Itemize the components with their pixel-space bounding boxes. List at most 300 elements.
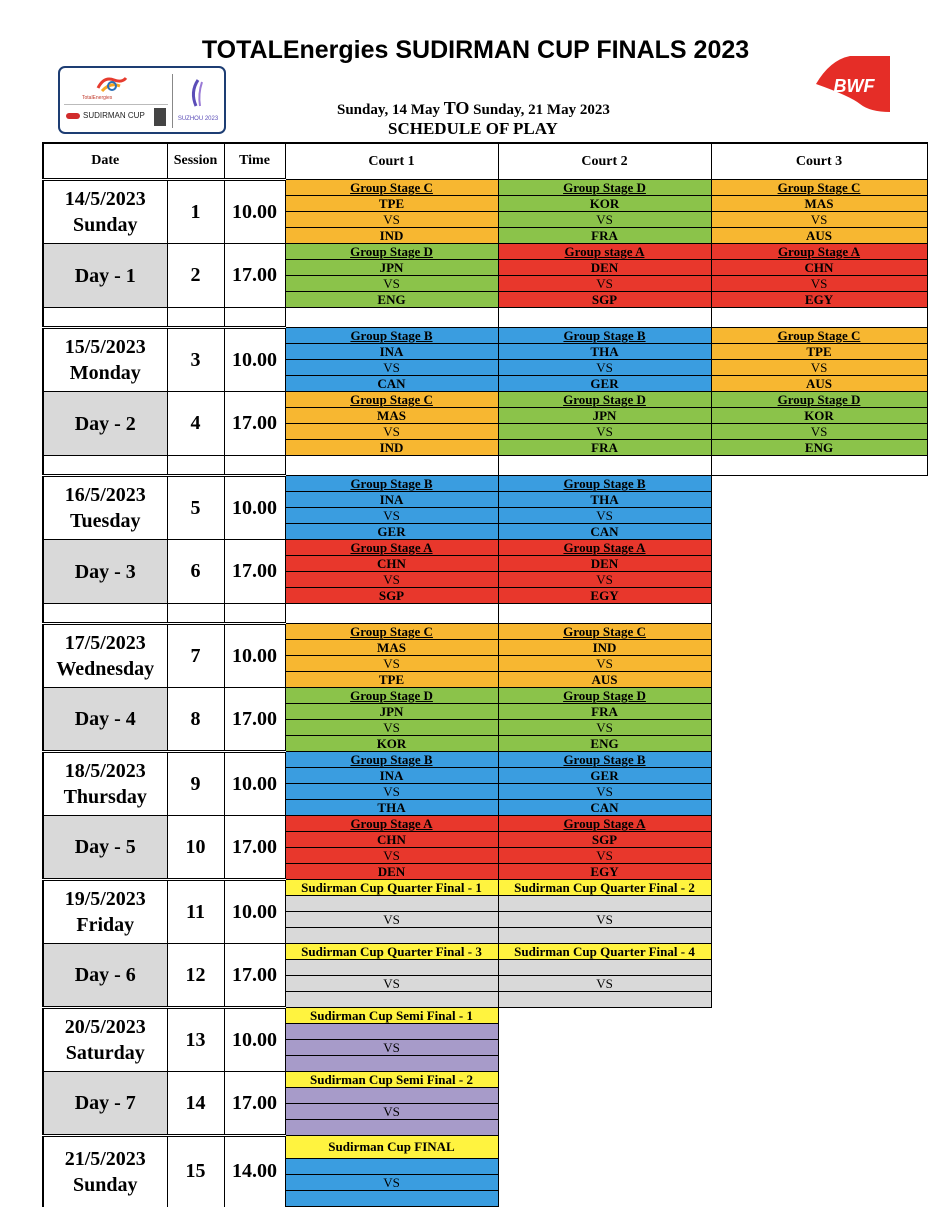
- table-row: [43, 392, 927, 408]
- court2-group-cell: Sudirman Cup Quarter Final - 4: [498, 944, 711, 960]
- spacer-cell: [43, 308, 167, 328]
- spacer-cell: [224, 456, 285, 476]
- court1-group-cell: Group Stage B: [285, 328, 498, 344]
- court3-group-cell: Group Stage A: [711, 244, 927, 260]
- empty-cell: [711, 1104, 927, 1120]
- day-label-cell: Day - 7: [43, 1072, 167, 1136]
- day-label-cell: Day - 6: [43, 944, 167, 1008]
- weekday-text: Sunday: [73, 1173, 138, 1196]
- table-row: [43, 328, 927, 344]
- court1-team2-cell: [285, 1191, 498, 1207]
- empty-cell: [711, 912, 927, 928]
- header-court1: Court 1: [285, 143, 498, 180]
- time-cell: 17.00: [224, 540, 285, 604]
- court2-team1-cell: SGP: [498, 832, 711, 848]
- table-row: [43, 816, 927, 832]
- court1-team1-cell: [285, 960, 498, 976]
- court3-vs-cell: VS: [711, 360, 927, 376]
- date-cell: [43, 476, 167, 540]
- header-court3: Court 3: [711, 143, 927, 180]
- court1-vs-cell: VS: [285, 276, 498, 292]
- spacer-cell: [498, 308, 711, 328]
- court1-team2-cell: ENG: [285, 292, 498, 308]
- court1-vs-cell: VS: [285, 976, 498, 992]
- court2-vs-cell: VS: [498, 212, 711, 228]
- court1-vs-cell: VS: [285, 656, 498, 672]
- spacer-cell: [43, 456, 167, 476]
- date-cell: [43, 752, 167, 816]
- session-cell: 14: [167, 1072, 224, 1136]
- court1-team2-cell: [285, 928, 498, 944]
- empty-cell: [498, 1159, 711, 1175]
- court2-team1-cell: [498, 960, 711, 976]
- empty-cell: [498, 1175, 711, 1191]
- table-row: [43, 624, 927, 640]
- court1-vs-cell: VS: [285, 912, 498, 928]
- court1-vs-cell: VS: [285, 848, 498, 864]
- court2-team2-cell: GER: [498, 376, 711, 392]
- court2-team2-cell: EGY: [498, 588, 711, 604]
- empty-cell: [711, 1120, 927, 1136]
- empty-cell: [498, 1072, 711, 1088]
- empty-cell: [711, 976, 927, 992]
- time-cell: 17.00: [224, 816, 285, 880]
- time-cell: 17.00: [224, 944, 285, 1008]
- date-cell: [43, 1136, 167, 1207]
- empty-cell: [711, 1136, 927, 1159]
- session-cell: 11: [167, 880, 224, 944]
- sudirman-cup-logo-text: SUDIRMAN CUP: [66, 111, 145, 120]
- date-text: 21/5/2023: [64, 1147, 146, 1170]
- date-text: 16/5/2023: [64, 484, 146, 506]
- empty-cell: [711, 640, 927, 656]
- spacer-cell: [711, 456, 927, 476]
- empty-cell: [711, 864, 927, 880]
- date-range-from: Sunday, 14 May: [337, 102, 440, 118]
- empty-cell: [711, 704, 927, 720]
- court2-team1-cell: DEN: [498, 556, 711, 572]
- court1-team2-cell: [285, 1056, 498, 1072]
- date-cell: [43, 180, 167, 244]
- empty-cell: [498, 1136, 711, 1159]
- empty-cell: [498, 1024, 711, 1040]
- time-cell: 10.00: [224, 328, 285, 392]
- court1-team2-cell: KOR: [285, 736, 498, 752]
- time-cell: 10.00: [224, 1008, 285, 1072]
- empty-cell: [711, 752, 927, 768]
- empty-cell: [711, 992, 927, 1008]
- table-row: [43, 1008, 927, 1024]
- weekday-text: Saturday: [65, 1042, 145, 1064]
- court1-vs-cell: VS: [285, 1040, 498, 1056]
- schedule-subtitle: SCHEDULE OF PLAY: [388, 119, 558, 138]
- date-text: 17/5/2023: [64, 632, 146, 654]
- court2-vs-cell: VS: [498, 912, 711, 928]
- empty-cell: [711, 848, 927, 864]
- empty-cell: [711, 524, 927, 540]
- time-cell: 17.00: [224, 1072, 285, 1136]
- court1-team1-cell: JPN: [285, 704, 498, 720]
- empty-cell: [711, 688, 927, 704]
- court3-group-cell: Group Stage C: [711, 328, 927, 344]
- court1-team1-cell: INA: [285, 492, 498, 508]
- spacer-cell: [711, 604, 927, 624]
- session-cell: 1: [167, 180, 224, 244]
- court2-group-cell: Group Stage D: [498, 180, 711, 196]
- court2-team1-cell: IND: [498, 640, 711, 656]
- date-cell: [43, 880, 167, 944]
- time-cell: 10.00: [224, 752, 285, 816]
- empty-cell: [498, 1088, 711, 1104]
- table-row: [43, 1136, 927, 1159]
- court1-team2-cell: IND: [285, 228, 498, 244]
- spacer-cell: [167, 604, 224, 624]
- court2-team2-cell: FRA: [498, 440, 711, 456]
- table-row: [43, 752, 927, 768]
- court1-team1-cell: [285, 1159, 498, 1175]
- date-text: 18/5/2023: [64, 760, 146, 782]
- empty-cell: [711, 1024, 927, 1040]
- empty-cell: [498, 1056, 711, 1072]
- court2-team1-cell: [498, 896, 711, 912]
- sudirman-cup-logo: [58, 66, 226, 134]
- spacer-cell: [167, 308, 224, 328]
- court1-vs-cell: VS: [285, 784, 498, 800]
- time-cell: 14.00: [224, 1136, 285, 1207]
- empty-cell: [711, 492, 927, 508]
- court1-group-cell: Sudirman Cup Semi Final - 2: [285, 1072, 498, 1088]
- spacer-cell: [224, 308, 285, 328]
- empty-cell: [711, 1191, 927, 1207]
- court1-team2-cell: [285, 992, 498, 1008]
- court2-group-cell: Group Stage B: [498, 328, 711, 344]
- time-cell: 10.00: [224, 180, 285, 244]
- court1-team1-cell: INA: [285, 344, 498, 360]
- time-cell: 10.00: [224, 880, 285, 944]
- court1-team2-cell: GER: [285, 524, 498, 540]
- empty-cell: [711, 736, 927, 752]
- court1-group-cell: Group Stage A: [285, 816, 498, 832]
- court1-vs-cell: VS: [285, 360, 498, 376]
- court1-team1-cell: [285, 1024, 498, 1040]
- court3-team2-cell: AUS: [711, 376, 927, 392]
- court1-team1-cell: TPE: [285, 196, 498, 212]
- empty-cell: [711, 556, 927, 572]
- spacer-cell: [711, 308, 927, 328]
- court2-team2-cell: FRA: [498, 228, 711, 244]
- empty-cell: [711, 624, 927, 640]
- court2-group-cell: Sudirman Cup Quarter Final - 2: [498, 880, 711, 896]
- date-range: [337, 98, 610, 119]
- crest-icon: [154, 108, 166, 126]
- court2-team2-cell: ENG: [498, 736, 711, 752]
- session-cell: 4: [167, 392, 224, 456]
- court1-group-cell: Group Stage B: [285, 752, 498, 768]
- court3-group-cell: Group Stage C: [711, 180, 927, 196]
- table-row: [43, 476, 927, 492]
- session-cell: 15: [167, 1136, 224, 1207]
- court2-team2-cell: CAN: [498, 524, 711, 540]
- totalenergies-logo-text: TotalEnergies: [82, 95, 113, 101]
- court1-team1-cell: CHN: [285, 556, 498, 572]
- table-row: [43, 944, 927, 960]
- court3-team2-cell: AUS: [711, 228, 927, 244]
- header-date: Date: [43, 143, 167, 180]
- header-time: Time: [224, 143, 285, 180]
- court2-vs-cell: VS: [498, 424, 711, 440]
- empty-cell: [711, 1175, 927, 1191]
- date-cell: [43, 624, 167, 688]
- court1-team2-cell: [285, 1120, 498, 1136]
- court3-team1-cell: CHN: [711, 260, 927, 276]
- header-session: Session: [167, 143, 224, 180]
- court1-group-cell: Group Stage D: [285, 688, 498, 704]
- session-cell: 12: [167, 944, 224, 1008]
- court1-team2-cell: DEN: [285, 864, 498, 880]
- spacer-cell: [498, 604, 711, 624]
- session-cell: 5: [167, 476, 224, 540]
- weekday-text: Wednesday: [56, 658, 155, 680]
- day-label-cell: Day - 2: [43, 392, 167, 456]
- court2-team1-cell: JPN: [498, 408, 711, 424]
- court1-group-cell: Group Stage C: [285, 392, 498, 408]
- date-cell: [43, 328, 167, 392]
- court1-team2-cell: TPE: [285, 672, 498, 688]
- court1-vs-cell: VS: [285, 1104, 498, 1120]
- court2-team1-cell: KOR: [498, 196, 711, 212]
- empty-cell: [711, 476, 927, 492]
- totalenergies-logo-icon: [94, 74, 130, 94]
- date-range-to-word: TO: [443, 98, 470, 118]
- empty-cell: [711, 508, 927, 524]
- spacer-cell: [285, 604, 498, 624]
- court2-vs-cell: VS: [498, 360, 711, 376]
- court2-team1-cell: DEN: [498, 260, 711, 276]
- court1-vs-cell: VS: [285, 508, 498, 524]
- date-range-to: Sunday, 21 May 2023: [473, 102, 610, 118]
- court2-team2-cell: EGY: [498, 864, 711, 880]
- spacer-cell: [285, 456, 498, 476]
- court1-group-cell: Group Stage A: [285, 540, 498, 556]
- empty-cell: [498, 1040, 711, 1056]
- suzhou-2023-logo-icon: [178, 76, 218, 126]
- court3-vs-cell: VS: [711, 276, 927, 292]
- spacer-row: [43, 604, 927, 624]
- empty-cell: [711, 880, 927, 896]
- session-cell: 10: [167, 816, 224, 880]
- court2-team1-cell: THA: [498, 344, 711, 360]
- weekday-text: Friday: [76, 914, 135, 936]
- court1-team1-cell: [285, 896, 498, 912]
- empty-cell: [711, 928, 927, 944]
- day-label-cell: Day - 3: [43, 540, 167, 604]
- table-header-row: [43, 143, 927, 180]
- time-cell: 10.00: [224, 624, 285, 688]
- court1-team1-cell: MAS: [285, 408, 498, 424]
- court2-vs-cell: VS: [498, 784, 711, 800]
- page-title: TOTALEnergies SUDIRMAN CUP FINALS 2023: [201, 36, 750, 64]
- empty-cell: [711, 720, 927, 736]
- court2-vs-cell: VS: [498, 508, 711, 524]
- court2-group-cell: Group Stage D: [498, 688, 711, 704]
- court2-team2-cell: CAN: [498, 800, 711, 816]
- empty-cell: [711, 572, 927, 588]
- table-row: [43, 540, 927, 556]
- spacer-cell: [167, 456, 224, 476]
- session-cell: 3: [167, 328, 224, 392]
- session-cell: 8: [167, 688, 224, 752]
- court2-team2-cell: [498, 992, 711, 1008]
- empty-cell: [711, 1056, 927, 1072]
- court1-team2-cell: IND: [285, 440, 498, 456]
- court2-vs-cell: VS: [498, 572, 711, 588]
- court2-team1-cell: FRA: [498, 704, 711, 720]
- court1-team2-cell: THA: [285, 800, 498, 816]
- session-cell: 6: [167, 540, 224, 604]
- court3-vs-cell: VS: [711, 212, 927, 228]
- day-label-cell: Day - 5: [43, 816, 167, 880]
- time-cell: 10.00: [224, 476, 285, 540]
- court2-vs-cell: VS: [498, 720, 711, 736]
- empty-cell: [711, 588, 927, 604]
- court1-team1-cell: [285, 1088, 498, 1104]
- weekday-text: Thursday: [63, 786, 147, 808]
- weekday-text: Tuesday: [70, 510, 141, 532]
- court2-group-cell: Group Stage C: [498, 624, 711, 640]
- court2-group-cell: Group Stage B: [498, 752, 711, 768]
- table-row: [43, 688, 927, 704]
- empty-cell: [711, 1072, 927, 1088]
- date-text: 15/5/2023: [64, 336, 146, 358]
- empty-cell: [711, 768, 927, 784]
- court1-team2-cell: CAN: [285, 376, 498, 392]
- court2-vs-cell: VS: [498, 848, 711, 864]
- court1-vs-cell: VS: [285, 424, 498, 440]
- empty-cell: [711, 1008, 927, 1024]
- time-cell: 17.00: [224, 688, 285, 752]
- suzhou-logo-text: SUZHOU 2023: [178, 116, 218, 122]
- empty-cell: [498, 1120, 711, 1136]
- weekday-text: Monday: [69, 362, 141, 384]
- court1-group-cell: Sudirman Cup Quarter Final - 1: [285, 880, 498, 896]
- court1-group-cell: Group Stage B: [285, 476, 498, 492]
- spacer-cell: [285, 308, 498, 328]
- empty-cell: [711, 784, 927, 800]
- court2-vs-cell: VS: [498, 976, 711, 992]
- table-row: [43, 244, 927, 260]
- time-cell: 17.00: [224, 244, 285, 308]
- court3-team1-cell: TPE: [711, 344, 927, 360]
- empty-cell: [711, 896, 927, 912]
- spacer-row: [43, 456, 927, 476]
- bwf-logo-text: BWF: [833, 76, 875, 96]
- session-cell: 13: [167, 1008, 224, 1072]
- day-label-cell: Day - 4: [43, 688, 167, 752]
- table-row: [43, 880, 927, 896]
- spacer-cell: [43, 604, 167, 624]
- court1-group-cell: Sudirman Cup Semi Final - 1: [285, 1008, 498, 1024]
- court3-team2-cell: ENG: [711, 440, 927, 456]
- date-text: 20/5/2023: [64, 1016, 146, 1038]
- logo-divider: [172, 74, 173, 128]
- spacer-cell: [498, 456, 711, 476]
- empty-cell: [711, 832, 927, 848]
- court3-team2-cell: EGY: [711, 292, 927, 308]
- table-row: [43, 1072, 927, 1088]
- court2-team1-cell: THA: [498, 492, 711, 508]
- empty-cell: [711, 656, 927, 672]
- court2-group-cell: Group Stage A: [498, 540, 711, 556]
- empty-cell: [498, 1008, 711, 1024]
- schedule-table: [42, 142, 928, 1207]
- bwf-logo-icon: [810, 54, 892, 114]
- day-label-cell: Day - 1: [43, 244, 167, 308]
- court1-group-cell: Group Stage C: [285, 180, 498, 196]
- empty-cell: [711, 1159, 927, 1175]
- court2-team1-cell: GER: [498, 768, 711, 784]
- court1-vs-cell: VS: [285, 572, 498, 588]
- court2-group-cell: Group Stage B: [498, 476, 711, 492]
- court2-team2-cell: SGP: [498, 292, 711, 308]
- court2-team2-cell: [498, 928, 711, 944]
- empty-cell: [711, 944, 927, 960]
- spacer-cell: [224, 604, 285, 624]
- court1-team2-cell: SGP: [285, 588, 498, 604]
- court3-team1-cell: MAS: [711, 196, 927, 212]
- empty-cell: [711, 1088, 927, 1104]
- court1-team1-cell: MAS: [285, 640, 498, 656]
- court1-group-cell: Sudirman Cup FINAL: [285, 1136, 498, 1159]
- court1-group-cell: Group Stage C: [285, 624, 498, 640]
- court1-vs-cell: VS: [285, 720, 498, 736]
- court2-vs-cell: VS: [498, 276, 711, 292]
- court1-group-cell: Group Stage D: [285, 244, 498, 260]
- session-cell: 9: [167, 752, 224, 816]
- court1-vs-cell: VS: [285, 212, 498, 228]
- empty-cell: [711, 1040, 927, 1056]
- date-cell: [43, 1008, 167, 1072]
- table-row: [43, 180, 927, 196]
- court1-team1-cell: CHN: [285, 832, 498, 848]
- weekday-text: Sunday: [73, 214, 138, 236]
- empty-cell: [498, 1104, 711, 1120]
- court3-vs-cell: VS: [711, 424, 927, 440]
- logo-divider: [64, 104, 168, 105]
- court2-group-cell: Group stage A: [498, 244, 711, 260]
- court2-team2-cell: AUS: [498, 672, 711, 688]
- header-court2: Court 2: [498, 143, 711, 180]
- empty-cell: [498, 1191, 711, 1207]
- court1-team1-cell: INA: [285, 768, 498, 784]
- court3-team1-cell: KOR: [711, 408, 927, 424]
- court3-group-cell: Group Stage D: [711, 392, 927, 408]
- empty-cell: [711, 800, 927, 816]
- empty-cell: [711, 672, 927, 688]
- spacer-row: [43, 308, 927, 328]
- court1-vs-cell: VS: [285, 1175, 498, 1191]
- date-text: 14/5/2023: [64, 188, 146, 210]
- court2-vs-cell: VS: [498, 656, 711, 672]
- schedule-body: [43, 180, 927, 1207]
- court2-group-cell: Group Stage D: [498, 392, 711, 408]
- date-text: 19/5/2023: [64, 888, 146, 910]
- session-cell: 2: [167, 244, 224, 308]
- empty-cell: [711, 960, 927, 976]
- court1-team1-cell: JPN: [285, 260, 498, 276]
- time-cell: 17.00: [224, 392, 285, 456]
- empty-cell: [711, 816, 927, 832]
- session-cell: 7: [167, 624, 224, 688]
